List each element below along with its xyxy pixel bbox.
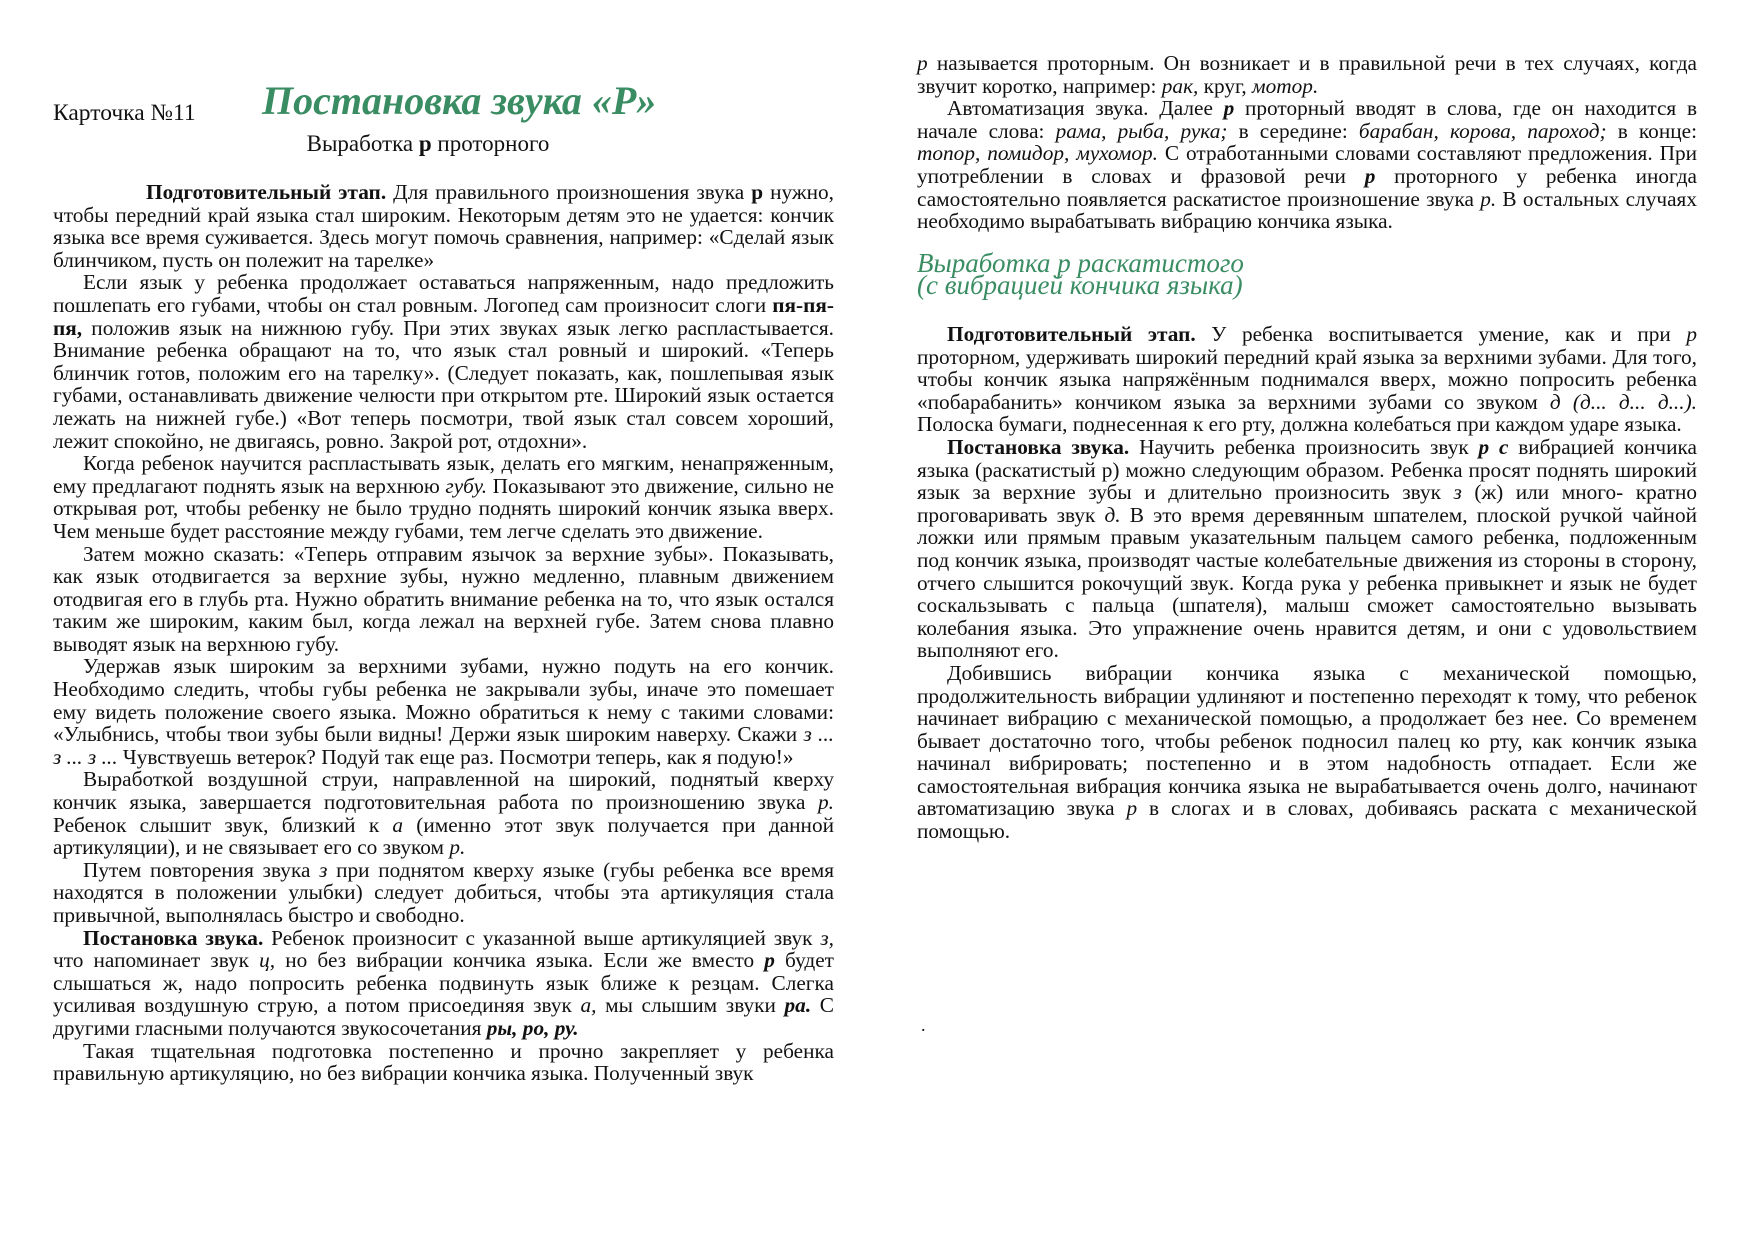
- right-body-bottom: [917, 323, 1697, 843]
- paragraph-vibration: Добившись вибрации кончика языка с механической помощью, продолжительность вибрации удлиняют и постепенно переходят к тому, что ребенок начинает вибрацию с механической помощью, а продолжает без нее. Со временем бывает достаточно того, чтобы ребенок подносил палец ко рту, как кончик языка начинал вибрировать; постепенно и в этом надобность отпадает. Если же самостоятельная вибрация кончика языка не вырабатывается очень долго, начинают автоматизацию звука р в слогах и в словах, добиваясь раската с механической помощью.: [917, 660, 1697, 844]
- right-body-top: [917, 52, 1697, 233]
- paragraph-proto-sound: р называется проторным. Он возникает и в правильной речи в тех случаях, когда звучит коротко, например: рак, круг, мотор.: [917, 51, 1697, 98]
- paragraph-blow: Удержав язык широким за верхними зубами, нужно подуть на его кончик. Необходимо следить, чтобы губы ребенка не закрывали зубы, иначе это помешает ему видеть положение своего языка. Можно обратиться к нему с такими словами: «Улыбнись, чтобы твои зубы были видны! Держи язык широким наверху. Скажи з ... з ... з ... Чувствуешь ветерок? Подуй так еще раз. Посмотри теперь, как я подую!»: [53, 654, 834, 769]
- paragraph-sound-setting-rolled: Постановка звука. Научить ребенка произносить звук р с вибрацией кончика языка (раскатистый р) можно следующим образом. Ребенка просят поднять широкий язык за верхние зубы и длительно произносить звук з (ж) или много- кратно проговаривать звук д. В это время деревянным шпателем, плоской ручкой чайной ложки или прямым правым указательным пальцем самого ребенка, подложенным под кончик языка, производят частые колебательные движения из стороны в сторону, отчего слышится рокочущий звук. Когда рука у ребенка привыкнет и язык не будет соскальзывать с пальца (шпателя), малыш сможет самостоятельно вызывать колебания языка. Это упражнение очень нравится детям, и они с удовольствием выполняют его.: [917, 434, 1697, 663]
- paragraph-sound-setting: Постановка звука. Ребенок произносит с указанной выше артикуляцией звук з, что напоминает звук ц, но без вибрации кончика языка. Если же вместо р будет слышаться ж, надо попросить ребенка подвинуть язык ближе к резцам. Слегка усиливая воздушную струю, а потом присоединяя звук а, мы слышим звуки ра. С другими гласными получаются звукосочетания ры, ро, ру.: [53, 925, 834, 1040]
- paragraph-automation: Автоматизация звука. Далее р проторный вводят в слова, где он находится в начале слова: рама, рыба, рука; в середине: барабан, корова, пароход; в конце: топор, помидор, мухомор. С отработанными словами составляют предложения. При употреблении в словах и фразовой речи р проторного у ребенка иногда самостоятельно появляется раскатистое произношение звука р. В остальных случаях необходимо вырабатывать вибрацию кончика языка.: [917, 96, 1698, 234]
- paragraph-airstream: Выработкой воздушной струи, направленной на широкий, поднятый кверху кончик языка, завершается подготовительная работа по произношению звука р. Ребенок слышит звук, близкий к а (именно этот звук получается при данной артикуляции), и не связывает его со звуком р.: [53, 767, 834, 860]
- section-heading-line1: Выработка р раскатистого: [917, 248, 1244, 278]
- page-subtitle: Выработка р проторного: [306, 131, 550, 156]
- page-title: Постановка звука «Р»: [262, 78, 657, 123]
- card-number: Карточка №11: [53, 100, 196, 126]
- paragraph-preparatory-rolled: Подготовительный этап. У ребенка воспитывается умение, как и при р проторном, удерживать широкий передний край языка за верхними зубами. Для того, чтобы кончик языка напряжённым поднимался вверх, можно попросить ребенка «побарабанить» кончиком языка за верхними зубами со звуком д (д... д... д...). Полоска бумаги, поднесенная к его рту, должна колебаться при каждом ударе языка.: [917, 322, 1698, 437]
- section-heading: [917, 248, 1697, 300]
- stray-dot: .: [921, 1015, 926, 1035]
- paragraph-behind-teeth: Затем можно сказать: «Теперь отправим язычок за верхние зубы». Показывать, как язык отодвигается за верхние зубы, нужно медленно, плавным движением отодвигая его в глубь рта. Нужно обратить внимание ребенка на то, что язык остался таким же широким, каким был, когда лежал на верхней губе. Затем снова плавно выводят язык на верхнюю губу.: [53, 541, 834, 656]
- paragraph-careful-prep: Такая тщательная подготовка постепенно и прочно закрепляет у ребенка правильную артикуляцию, но без вибрации кончика языка. Полученный звук: [53, 1038, 834, 1086]
- section-heading-line2: (с вибрацией кончика языка): [917, 270, 1243, 300]
- paragraph-tense-tongue: Если язык у ребенка продолжает оставаться напряженным, надо предложить пошлепать его губами, чтобы он стал ровным. Логопед сам произносит слоги пя-пя-пя, положив язык на нижнюю губу. При этих звуках язык легко распластывается. Внимание ребенка обращают на то, что язык стал ровный и широкий. «Теперь блинчик готов, положим его на тарелку». (Следует показать, как, пошлепывая язык губами, останавливать движение челюсти при открытом рте. Широкий язык остается лежать на нижней губе.) «Вот теперь посмотри, твой язык стал совсем хороший, лежит спокойно, не двигаясь, ровно. Закрой рот, отдохни».: [53, 270, 834, 453]
- left-body: [53, 181, 834, 1085]
- paragraph-raise-tongue: Когда ребенок научится распластывать язык, делать его мягким, ненапряженным, ему предлагают поднять язык на верхнюю губу. Показывают это движение, сильно не открывая рот, чтобы ребенку не было трудно поднять широкий кончик языка вверх. Чем меньше будет расстояние между губами, тем легче сделать это движение.: [53, 451, 834, 543]
- paragraph-preparatory: Подготовительный этап. Для правильного произношения звука р нужно, чтобы передний край языка стал широким. Некоторым детям это не удается: кончик языка все время суживается. Здесь могут помочь сравнения, например: «Сделай язык блинчиком, пусть он полежит на тарелке»: [53, 180, 834, 272]
- paragraph-repetition: Путем повторения звука з при поднятом кверху языке (губы ребенка все время находятся в положении улыбки) следует добиться, чтобы эта артикуляция стала привычной, выполнялась быстро и свободно.: [53, 857, 834, 927]
